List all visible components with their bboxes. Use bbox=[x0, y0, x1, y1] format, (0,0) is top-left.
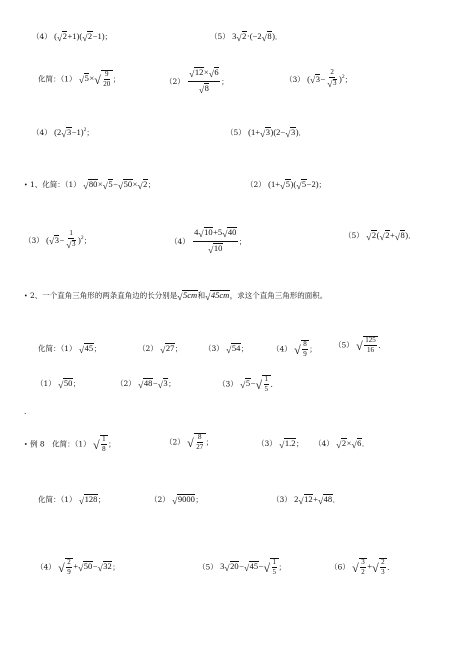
simplify2-row-a: 化简：（1） √128； bbox=[38, 494, 106, 507]
problem-row-1a: （4） (√2+1)(√2−1)； bbox=[32, 31, 113, 44]
section-1-row-b: （2） (1+√5)(√5−2)； bbox=[246, 179, 327, 192]
section-1-row-a: • 1、化简：（1） √80×√5−√50×√2； bbox=[24, 179, 156, 192]
simplify-row-c: （3） √54； bbox=[204, 343, 249, 356]
section-1-row-c: （3） (√3− $\frac{1}{√3}$ )$^2$； bbox=[24, 229, 92, 251]
last-row-b: （5） 3√20−√45−√ $\frac{1}{5}$ ； bbox=[198, 558, 287, 577]
simplify2-row-b: （2） √9000； bbox=[150, 494, 203, 507]
section-1-row-e: （5） √2(√2+√8)． bbox=[344, 230, 416, 243]
simplify-row-f: （1） √50； bbox=[36, 378, 81, 391]
problem-row-3a: （4） $(2√3-1)^2$； bbox=[32, 127, 94, 140]
example-8-row-c: （3） √1.2； bbox=[257, 438, 304, 451]
problem-row-2b: （2） $\frac{√12\times√6}{√8}$ ； bbox=[165, 67, 229, 96]
last-row-a: （4） √ $\frac{2}{9}$ +√50−√32； bbox=[36, 558, 120, 577]
simplify-row-b: （2） √27； bbox=[138, 343, 183, 356]
simplify-row-g: （2） √48−√3； bbox=[116, 378, 176, 391]
section-2-question: • 2、一个直角三角形的两条直角边的长分别是√5cm和√45cm，求这个直角三角形的面积。 bbox=[24, 290, 328, 303]
problem-row-1b: （5） 3√2·(−2√8)． bbox=[210, 31, 283, 44]
simplify-row-h: （3） √5−√ $\frac{1}{5}$ ． bbox=[218, 375, 279, 394]
simplify2-row-c: （3） 2√12+√48． bbox=[272, 494, 341, 507]
example-8-row-b: （2） √ $\frac{8}{27}$ ； bbox=[165, 433, 214, 452]
simplify-row-a: 化简：（1） √45； bbox=[38, 343, 102, 356]
problem-row-2c: （3） (√3− $\frac{2}{√3}$ )$^2$； bbox=[285, 68, 353, 90]
stray-dot: . bbox=[24, 407, 27, 416]
problem-row-2a: 化简：（1） √5×√ $\frac{9}{20}$ ； bbox=[38, 70, 121, 89]
last-row-c: （6） √ $\frac{3}{2}$ +√ $\frac{2}{3}$ ． bbox=[330, 558, 395, 577]
problem-row-3b: （5） (1+√3)(2−√3)． bbox=[226, 127, 307, 140]
example-8-row-a: • 例 8 化简：（1） √ $\frac{1}{8}$ ； bbox=[24, 435, 116, 454]
section-1-row-d: （4） $\frac{4√10+5√40}{√10}$ ； bbox=[170, 227, 247, 256]
simplify-row-e: （5） √ $\frac{125}{16}$ ． bbox=[334, 336, 386, 355]
example-8-row-d: （4） √2×√6． bbox=[314, 438, 370, 451]
simplify-row-d: （4） √ $\frac{8}{9}$ ； bbox=[272, 340, 317, 359]
